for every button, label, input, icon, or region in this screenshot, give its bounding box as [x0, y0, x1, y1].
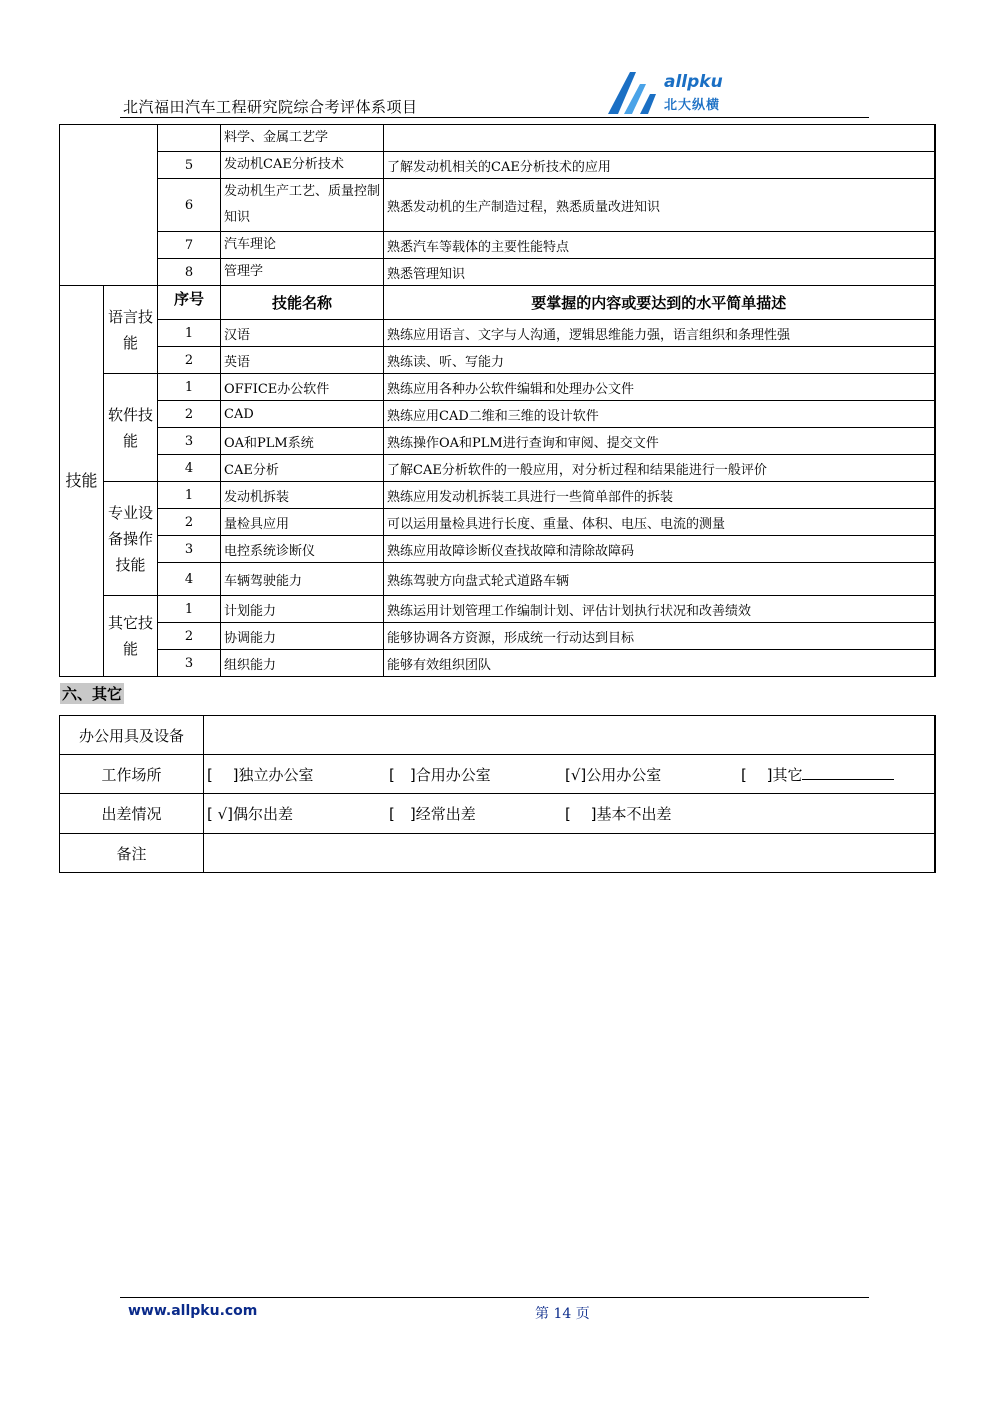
- skill-description: 了解CAE分析软件的一般应用，对分析过程和结果能进行一般评价: [384, 455, 935, 482]
- skill-name: OFFICE办公软件: [221, 374, 384, 401]
- footer-rule: [120, 1297, 869, 1298]
- section-title-other: 六、其它: [62, 685, 123, 703]
- skill-description: 熟练应用语言、文字与人沟通，逻辑思维能力强，语言组织和条理性强: [384, 320, 935, 347]
- workplace-option-public[interactable]: [√]公用办公室: [565, 765, 662, 784]
- skill-name: 电控系统诊断仪: [221, 536, 384, 563]
- table-row: [60, 716, 935, 755]
- header-number: 序号: [158, 286, 221, 320]
- row-number: 2: [158, 401, 221, 428]
- workplace-other-blank[interactable]: [802, 765, 894, 780]
- table-row: [60, 455, 935, 482]
- trip-option-none[interactable]: [ ]基本不出差: [565, 805, 672, 823]
- table-row: [60, 125, 935, 152]
- knowledge-name: 汽车理论: [221, 232, 384, 259]
- knowledge-name: 料学、金属工艺学: [221, 125, 384, 152]
- table-row: [60, 834, 935, 873]
- row-number: [158, 125, 221, 152]
- row-number: 8: [158, 259, 221, 286]
- skill-group-language: 语言技能: [104, 286, 158, 374]
- table-row: [60, 755, 935, 794]
- row-number: 1: [158, 482, 221, 509]
- logo-text: allpku: [664, 72, 723, 92]
- skills-table: [59, 124, 936, 677]
- skill-group-equipment: 专业设备操作技能: [104, 482, 158, 596]
- row-number: 1: [158, 320, 221, 347]
- table-row: [60, 596, 935, 623]
- header-skill-description: 要掌握的内容或要达到的水平简单描述: [384, 286, 935, 320]
- table-row: [60, 374, 935, 401]
- workplace-option-other[interactable]: [ ]其它: [741, 765, 803, 784]
- knowledge-description: 熟悉汽车等载体的主要性能特点: [384, 232, 935, 259]
- row-number: 1: [158, 374, 221, 401]
- skill-description: 熟练应用故障诊断仪查找故障和清除故障码: [384, 536, 935, 563]
- knowledge-description: 熟悉管理知识: [384, 259, 935, 286]
- workplace-option-shared[interactable]: [ ]合用办公室: [389, 765, 491, 784]
- table-row: [60, 259, 935, 286]
- workplace-options: [204, 755, 935, 794]
- office-equipment-value: [204, 716, 935, 755]
- row-number: 4: [158, 563, 221, 596]
- skill-description: 熟练应用CAD二维和三维的设计软件: [384, 401, 935, 428]
- other-info-table: [59, 715, 936, 873]
- skill-name: 车辆驾驶能力: [221, 563, 384, 596]
- skill-description: 熟练读、听、写能力: [384, 347, 935, 374]
- trip-option-frequent[interactable]: [ ]经常出差: [389, 805, 476, 823]
- workplace-label: 工作场所: [60, 755, 204, 794]
- allpku-logo: [606, 70, 726, 116]
- knowledge-description: 了解发动机相关的CAE分析技术的应用: [384, 152, 935, 179]
- skill-description: 熟练运用计划管理工作编制计划、评估计划执行状况和改善绩效: [384, 596, 935, 623]
- table-row: [60, 482, 935, 509]
- row-number: 3: [158, 536, 221, 563]
- skill-name: 英语: [221, 347, 384, 374]
- table-row: [60, 623, 935, 650]
- header-skill-name: 技能名称: [221, 286, 384, 320]
- knowledge-description: 熟悉发动机的生产制造过程，熟悉质量改进知识: [384, 179, 935, 232]
- row-number: 6: [158, 179, 221, 232]
- row-number: 2: [158, 623, 221, 650]
- knowledge-name: 发动机CAE分析技术: [221, 152, 384, 179]
- knowledge-name: 管理学: [221, 259, 384, 286]
- skill-name: 组织能力: [221, 650, 384, 677]
- skill-name: CAE分析: [221, 455, 384, 482]
- skill-name: OA和PLM系统: [221, 428, 384, 455]
- row-number: 2: [158, 347, 221, 374]
- logo-subtext: 北大纵横: [664, 98, 721, 113]
- table-row: [60, 509, 935, 536]
- table-row: [60, 179, 935, 232]
- logo-mark-icon: [606, 70, 662, 116]
- skill-description: 熟练驾驶方向盘式轮式道路车辆: [384, 563, 935, 596]
- table-row: [60, 232, 935, 259]
- row-number: 2: [158, 509, 221, 536]
- skill-group-software: 软件技能: [104, 374, 158, 482]
- office-equipment-label: 办公用具及设备: [60, 716, 204, 755]
- skills-header-row: [60, 286, 935, 320]
- remark-value: [204, 834, 935, 873]
- table-row: [60, 650, 935, 677]
- table-row: [60, 794, 935, 834]
- table-row: [60, 401, 935, 428]
- table-row: [60, 320, 935, 347]
- row-number: 1: [158, 596, 221, 623]
- skill-description: 能够协调各方资源，形成统一行动达到目标: [384, 623, 935, 650]
- skills-category-label: 技能: [60, 286, 104, 677]
- footer-website-link[interactable]: www.allpku.com: [128, 1303, 258, 1319]
- header-rule: [120, 117, 869, 118]
- skill-name: 量检具应用: [221, 509, 384, 536]
- skill-name: 汉语: [221, 320, 384, 347]
- footer-page-number: 第 14 页: [535, 1306, 590, 1322]
- skill-description: 能够有效组织团队: [384, 650, 935, 677]
- remark-label: 备注: [60, 834, 204, 873]
- document-header-title: 北汽福田汽车工程研究院综合考评体系项目: [123, 98, 418, 116]
- skill-name: 发动机拆装: [221, 482, 384, 509]
- trip-option-occasional[interactable]: [ √]偶尔出差: [207, 805, 294, 823]
- row-number: 7: [158, 232, 221, 259]
- skill-name: 协调能力: [221, 623, 384, 650]
- skill-name: CAD: [221, 401, 384, 428]
- skill-description: 可以运用量检具进行长度、重量、体积、电压、电流的测量: [384, 509, 935, 536]
- knowledge-category-cell: [60, 125, 158, 286]
- row-number: 3: [158, 650, 221, 677]
- business-trip-options: [204, 794, 935, 834]
- skill-description: 熟练操作OA和PLM进行查询和审阅、提交文件: [384, 428, 935, 455]
- row-number: 5: [158, 152, 221, 179]
- row-number: 3: [158, 428, 221, 455]
- skill-description: 熟练应用发动机拆装工具进行一些简单部件的拆装: [384, 482, 935, 509]
- table-row: [60, 152, 935, 179]
- knowledge-description: [384, 125, 935, 152]
- skill-group-other: 其它技能: [104, 596, 158, 677]
- workplace-option-independent[interactable]: [ ]独立办公室: [207, 765, 314, 784]
- row-number: 4: [158, 455, 221, 482]
- skill-description: 熟练应用各种办公软件编辑和处理办公文件: [384, 374, 935, 401]
- skill-name: 计划能力: [221, 596, 384, 623]
- table-row: [60, 428, 935, 455]
- business-trip-label: 出差情况: [60, 794, 204, 834]
- knowledge-name: 发动机生产工艺、质量控制知识: [221, 179, 384, 232]
- table-row: [60, 536, 935, 563]
- table-row: [60, 347, 935, 374]
- table-row: [60, 563, 935, 596]
